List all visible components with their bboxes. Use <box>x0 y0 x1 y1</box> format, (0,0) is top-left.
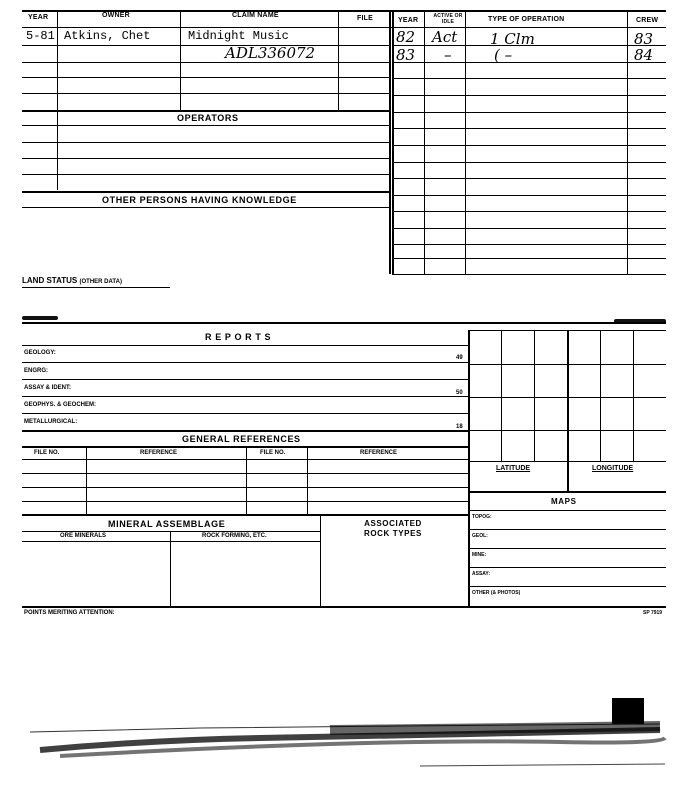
log-type-1: 1 Clm <box>490 30 535 48</box>
entry-year: 5-81 <box>26 29 55 43</box>
header-file: FILE <box>357 15 373 22</box>
log-year-2: 83 <box>396 46 416 64</box>
land-status-sub: (OTHER DATA) <box>79 279 122 285</box>
log-crew-1: 83 <box>634 30 654 48</box>
entry-owner: Atkins, Chet <box>64 29 151 43</box>
report-geology: GEOLOGY: <box>24 350 56 356</box>
reports-heading: R E P O R T S <box>205 332 272 342</box>
log-status-1: Act <box>432 28 458 46</box>
general-references-heading: GENERAL REFERENCES <box>182 434 301 444</box>
entry-claim-name: Midnight Music <box>188 29 289 43</box>
land-status-label: LAND STATUS <box>22 276 78 285</box>
header-year: YEAR <box>28 14 49 21</box>
map-assay: ASSAY: <box>472 571 491 577</box>
points-meriting-attention: POINTS MERITING ATTENTION: <box>24 610 115 616</box>
report-engrg: ENGRG: <box>24 368 48 374</box>
entry-claim-number: ADL336072 <box>225 44 316 62</box>
land-status-heading <box>22 276 122 285</box>
log-crew-2: 84 <box>634 46 654 64</box>
other-persons-heading: OTHER PERSONS HAVING KNOWLEDGE <box>102 195 297 205</box>
operators-heading: OPERATORS <box>177 113 239 123</box>
header-owner: OWNER <box>102 12 130 19</box>
longitude-label: LONGITUDE <box>592 465 634 472</box>
scan-noise <box>0 690 678 780</box>
mineral-assemblage-heading: MINERAL ASSEMBLAGE <box>108 519 226 529</box>
header-crew: CREW <box>636 17 659 24</box>
rock-forming-label: ROCK FORMING, ETC. <box>202 533 267 539</box>
map-other: OTHER (& PHOTOS) <box>472 590 521 596</box>
map-topog: TOPOG: <box>472 514 492 520</box>
ore-minerals-label: ORE MINERALS <box>60 533 107 539</box>
ref-reference-2: REFERENCE <box>360 450 398 456</box>
header-year-2: YEAR <box>398 17 419 24</box>
map-geol: GEOL: <box>472 533 488 539</box>
report-geology-num: 49 <box>456 355 463 361</box>
log-status-2: – <box>444 46 452 64</box>
form-number: SP 7919 <box>643 610 663 616</box>
report-geophys: GEOPHYS. & GEOCHEM: <box>24 402 97 408</box>
report-metallurgical: METALLURGICAL: <box>24 419 78 425</box>
header-type-of-operation: TYPE OF OPERATION <box>488 16 565 23</box>
log-year-1: 82 <box>396 28 416 46</box>
header-active-or-idle: ACTIVE OR IDLE <box>433 13 463 25</box>
ref-file-no-2: FILE NO. <box>260 450 286 456</box>
associated-rock-types-heading: ASSOCIATED ROCK TYPES <box>363 519 422 538</box>
map-mine: MINE: <box>472 552 487 558</box>
log-type-2: ( – <box>494 46 513 64</box>
ref-reference-1: REFERENCE <box>140 450 178 456</box>
report-assay-num: 50 <box>456 390 463 396</box>
ref-file-no-1: FILE NO. <box>34 450 60 456</box>
latitude-label: LATITUDE <box>496 465 531 472</box>
maps-heading: MAPS <box>551 497 577 506</box>
report-assay: ASSAY & IDENT: <box>24 385 72 391</box>
report-metallurgical-num: 18 <box>456 424 463 430</box>
header-claim-name: CLAIM NAME <box>232 12 279 19</box>
